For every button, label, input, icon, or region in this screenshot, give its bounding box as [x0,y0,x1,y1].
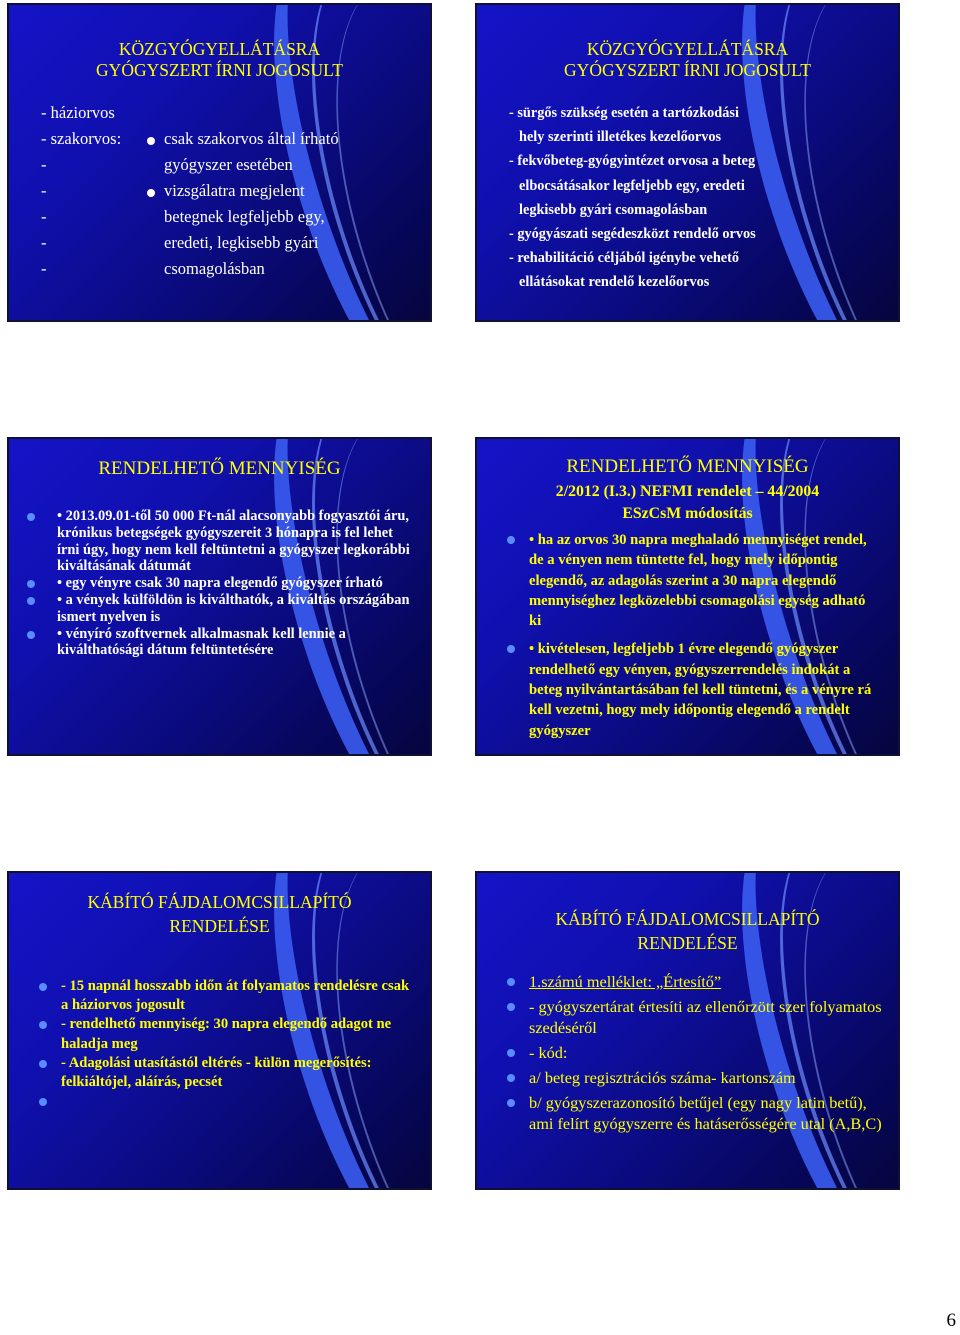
list-item: • 2013.09.01-től 50 000 Ft-nál alacsonyabb fogyasztói áru, krónikus betegségek gyógyszereit 3 hónapra is fel lehet írni úgy, hogy nem kell feltüntetni a gyógyszer legkorábbi kiváltásának dátumát [27,508,412,575]
bullet-dot-icon [507,645,515,653]
list-item: - háziorvos [41,103,115,122]
bullet-dot-icon [27,631,35,639]
slide-title [9,39,430,81]
slide-title-line: GYÓGYSZERT ÍRNI JOGOSULT [564,60,811,80]
slide-title-line: RENDELÉSE [169,916,270,936]
bullet-dot-icon [147,137,155,145]
list-item: - csomagolásban [41,259,265,278]
bullet-dot-icon [507,536,515,544]
list-item: • vényíró szoftvernek alkalmasnak kell lennie a kiválthatósági dátum feltüntetésére [27,626,412,660]
bullet-dot-icon [507,1049,515,1057]
bullet-dot-icon [39,1021,47,1029]
slide-subtitle-line: 2/2012 (I.3.) NEFMI rendelet – 44/2004 [555,483,820,500]
slide-title-line: KÁBÍTÓ FÁJDALOMCSILLAPÍTÓ [87,892,352,912]
slide-title: RENDELHETŐ MENNYISÉG [566,456,809,477]
slide-title-line: KÖZGYÓGYELLÁTÁSRA [586,39,789,59]
bullet-dot-icon [39,1060,47,1068]
slide-5 [7,871,432,1190]
list-item: - vizsgálatra megjelent [41,181,305,200]
slide-title: RENDELHETŐ MENNYISÉG [98,458,341,479]
list-item: ellátásokat rendelő kezelőorvos [519,274,710,291]
list-item: - 15 napnál hosszabb időn át folyamatos rendelésre csak a háziorvos jogosult [39,977,419,1015]
list-item: • ha az orvos 30 napra meghaladó mennyiséget rendel, de a vényen nem tüntette fel, hogy mely időpontig elegendő, az adagolás szerint a 30 napra elegendő mennyiséghez legközelebbi csomagolási egység adható ki [507,530,877,631]
list-item: • a vények külföldön is kiválthatók, a kiváltás országában ismert nyelven is [27,592,412,626]
list-item: - eredeti, legkisebb gyári [41,233,319,252]
slide-title [477,39,898,81]
page-number: 6 [946,1310,956,1331]
slide-3 [7,437,432,756]
bullet-dot-icon [507,1099,515,1107]
slide-1 [7,3,432,322]
bullet-dot-icon [507,1003,515,1011]
list-item: - sürgős szükség esetén a tartózkodási [509,105,739,121]
list-item: - Adagolási utasítástól eltérés - külön megerősítés: felkiáltójel, aláírás, pecsét [39,1054,419,1092]
slide-title [9,890,430,938]
slide-list [39,977,419,1111]
list-item: - fekvőbeteg-gyógyintézet orvosa a beteg [509,153,756,170]
slide-title-line: KÁBÍTÓ FÁJDALOMCSILLAPÍTÓ [555,909,820,929]
bullet-dot-icon [507,978,515,986]
list-item: 1.számú melléklet: „Értesítő” [507,971,887,992]
slide-subtitle-line: ESzCsM módosítás [622,505,753,522]
slide-list [509,101,839,295]
list-item: - rendelhető mennyiség: 30 napra elegendő adagot ne haladja meg [39,1015,419,1053]
bullet-dot-icon [27,513,35,521]
slide-6 [475,871,900,1190]
list-item: a/ beteg regisztrációs száma- kartonszám [507,1067,887,1088]
bullet-dot-icon [507,1074,515,1082]
list-item: b/ gyógyszerazonosító betűjel (egy nagy latin betű), ami felírt gyógyszerre és hatáserősségére utal (A,B,C) [507,1092,887,1134]
bullet-dot-icon [39,983,47,991]
list-item: - kód: [507,1042,887,1063]
list-item: - rehabilitáció céljából igénybe vehető [509,250,740,267]
list-item: - gyógyszertárat értesíti az ellenőrzött szer folyamatos szedéséről [507,996,887,1038]
list-item: legkisebb gyári csomagolásban [519,201,708,218]
list-item: elbocsátásakor legfeljebb egy, eredeti [519,177,745,194]
list-item: - gyógyászati segédeszközt rendelő orvos [509,226,756,243]
slide-list [27,508,412,659]
slide-list [507,971,887,1138]
list-item: - gyógyszer esetében [41,155,293,174]
list-item: • kivételesen, legfeljebb 1 évre elegendő gyógyszer rendelhető egy vényen, gyógyszerrendelés indokát a beteg nyilvántartásában fel kell tüntetni, és a vényre rá kell vezetni, hogy mely időpontig elegendő a rendelt gyógyszer [507,639,877,740]
bullet-dot-icon [27,597,35,605]
slide-subtitle [477,481,898,525]
bullet-dot-icon [147,189,155,197]
list-item: • egy vényre csak 30 napra elegendő gyógyszer írható [27,575,412,592]
slide-title-line: KÖZGYÓGYELLÁTÁSRA [118,39,321,59]
slide-2 [475,3,900,322]
list-item [39,1092,419,1111]
list-item: - betegnek legfeljebb egy, [41,207,325,226]
list-item: hely szerinti illetékes kezelőorvos [519,129,722,146]
bullet-dot-icon [39,1098,47,1106]
list-item: - szakorvos: csak szakorvos által írható [41,129,339,148]
slide-title-line: RENDELÉSE [637,933,738,953]
slide-4 [475,437,900,756]
slide-list [507,530,877,749]
slide-title-line: GYÓGYSZERT ÍRNI JOGOSULT [96,60,343,80]
bullet-dot-icon [27,580,35,588]
slide-list [41,100,421,282]
slide-title [477,907,898,955]
